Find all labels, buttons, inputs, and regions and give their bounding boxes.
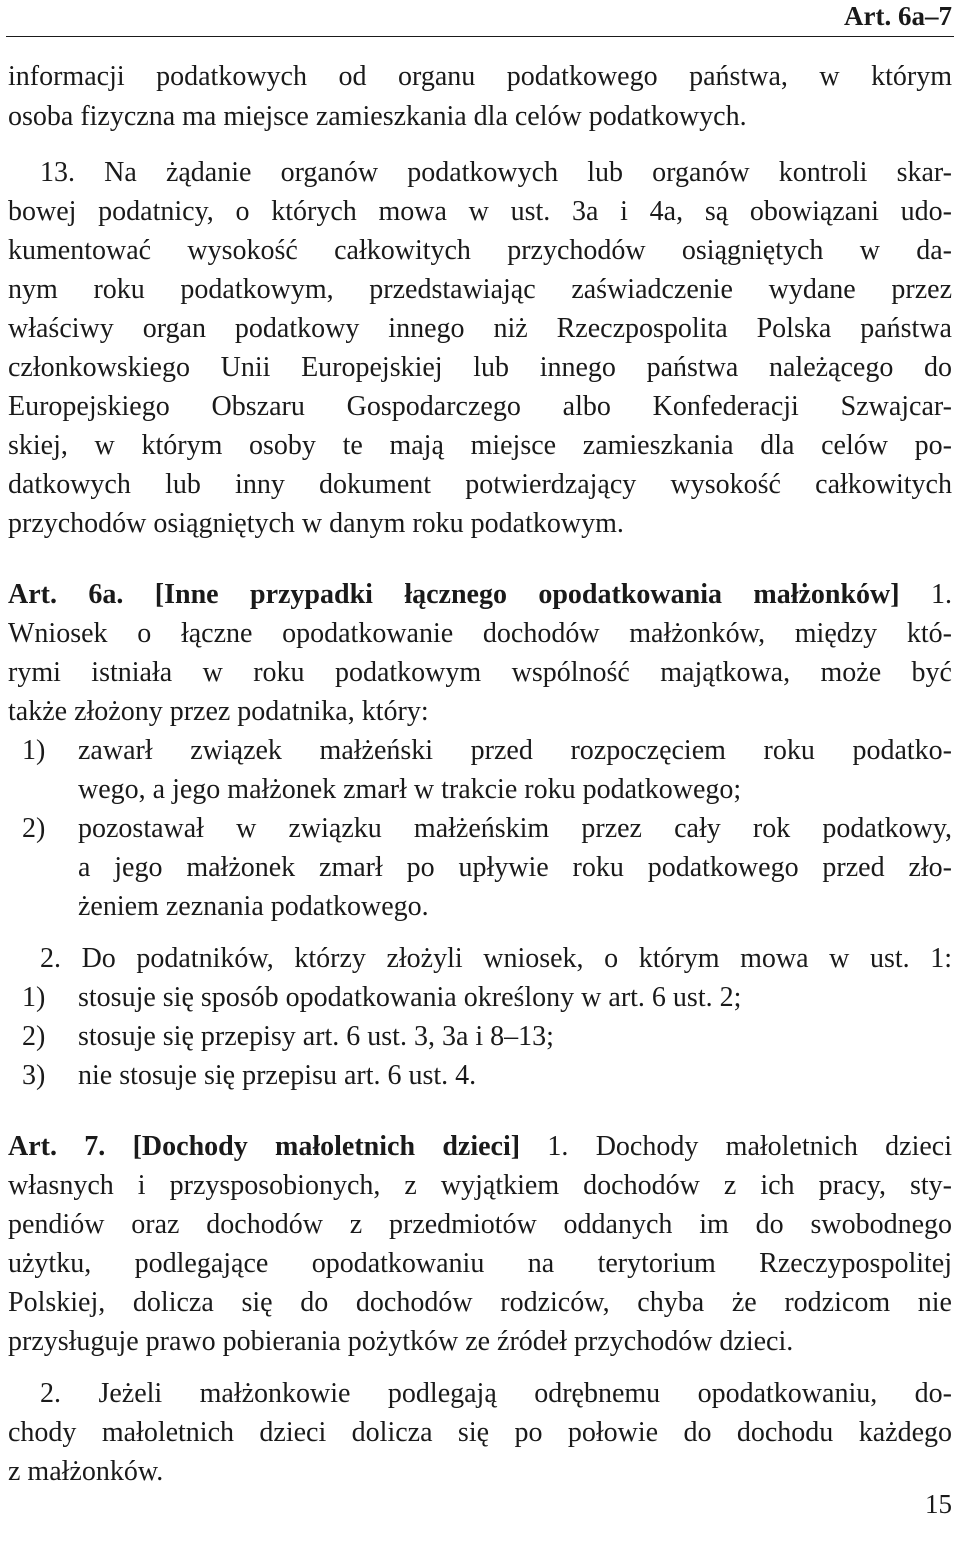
list-item-number: 2) [22,1021,46,1052]
text-line: także złożony przez podatnika, który: [8,696,429,727]
paragraph-2-line: 2. Jeżeli małżonkowie podlegają odrębnemu opodatkowaniu, do- [40,1378,952,1409]
text-line: przysługuje prawo pobierania pożytków ze źródeł przychodów dzieci. [8,1326,794,1357]
text-line: kumentować wysokość całkowitych przychodów osiągniętych w da- [8,235,952,266]
text-line: z małżonków. [8,1456,164,1487]
paragraph-13-line: 13. Na żądanie organów podatkowych lub organów kontroli skar- [40,157,952,188]
text-line: rymi istniała w roku podatkowym wspólność majątkowa, może być [8,657,952,688]
text-line: chody małoletnich dzieci dolicza się po połowie do dochodu każdego [8,1417,952,1448]
list-item-number: 1) [22,735,46,766]
article-label: Art. [8,579,89,610]
article-label: Art. [8,1131,85,1162]
running-head: Art. 6a–7 [844,1,952,31]
article-6a-heading [8,576,952,614]
article-7-heading [8,1128,952,1166]
article-number: 6a. [88,579,124,610]
list-item-number: 1) [22,982,46,1013]
article-number: 7. [84,1131,106,1162]
text-line: Wniosek o łączne opodatkowanie dochodów małżonków, między któ- [8,618,952,649]
text-line: informacji podatkowych od organu podatkowego państwa, w którym [8,61,952,92]
article-text: 1. Dochody małoletnich dzieci [520,1131,952,1162]
list-item-text: nie stosuje się przepisu art. 6 ust. 4. [78,1060,477,1091]
text-line: własnych i przysposobionych, z wyjątkiem dochodów z ich pracy, sty- [8,1170,952,1201]
paragraph-number: 1. [899,579,953,610]
text-line: osoba fizyczna ma miejsce zamieszkania dla celów podatkowych. [8,101,747,132]
text-line: datkowych lub inny dokument potwierdzający wysokość całkowitych [8,469,952,500]
article-title: [Dochody małoletnich dzieci] [132,1131,521,1162]
text-line: Polskiej, dolicza się do dochodów rodziców, chyba że rodzicom nie [8,1287,952,1318]
text-line: członkowskiego Unii Europejskiej lub innego państwa należącego do [8,352,952,383]
list-item-text: stosuje się sposób opodatkowania określony w art. 6 ust. 2; [78,982,742,1013]
list-item-text: żeniem zeznania podatkowego. [78,891,429,922]
text-line: Europejskiego Obszaru Gospodarczego albo Konfederacji Szwajcar- [8,391,952,422]
article-title: [Inne przypadki łącznego opodatkowania małżonków] [154,579,900,610]
list-item-text: a jego małżonek zmarł po upływie roku podatkowego przed zło- [78,852,952,883]
list-item-text: pozostawał w związku małżeńskim przez cały rok podatkowy, [78,813,952,844]
text-line: użytku, podlegające opodatkowaniu na terytorium Rzeczypospolitej [8,1248,952,1279]
text-line: przychodów osiągniętych w danym roku podatkowym. [8,508,624,539]
list-item-text: zawarł związek małżeński przed rozpoczęciem roku podatko- [78,735,952,766]
list-item-text: stosuje się przepisy art. 6 ust. 3, 3a i 8–13; [78,1021,554,1052]
text-line: bowej podatnicy, o których mowa w ust. 3a i 4a, są obowiązani udo- [8,196,952,227]
page-number: 15 [925,1489,952,1519]
text-line: pendiów oraz dochodów z przedmiotów oddanych im do swobodnego [8,1209,952,1240]
text-line: właściwy organ podatkowy innego niż Rzeczpospolita Polska państwa [8,313,952,344]
list-item-text: wego, a jego małżonek zmarł w trakcie roku podatkowego; [78,774,742,805]
text-line: nym roku podatkowym, przedstawiając zaświadczenie wydane przez [8,274,952,305]
list-item-number: 2) [22,813,46,844]
header-rule [6,36,954,37]
paragraph-2-line: 2. Do podatników, którzy złożyli wniosek, o którym mowa w ust. 1: [40,943,952,974]
list-item-number: 3) [22,1060,46,1091]
text-line: skiej, w którym osoby te mają miejsce zamieszkania dla celów po- [8,430,952,461]
